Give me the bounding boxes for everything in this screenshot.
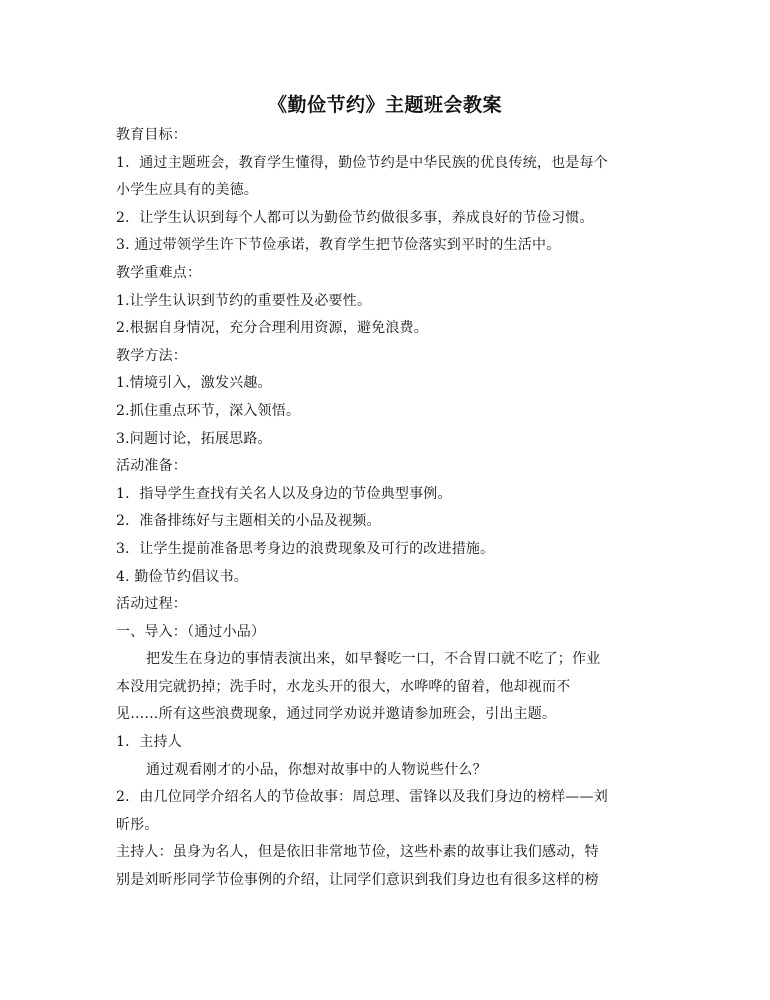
paragraph-line: 小学生应具有的美德。 bbox=[116, 182, 258, 199]
paragraph-line: 见……所有这些浪费现象，通过同学劝说并邀请参加班会，引出主题。 bbox=[116, 706, 557, 723]
paragraph-line: 2.根据自身情况，充分合理利用资源，避免浪费。 bbox=[116, 320, 428, 337]
document-body bbox=[116, 122, 666, 895]
paragraph-line: 3．让学生提前准备思考身边的浪费现象及可行的改进措施。 bbox=[116, 540, 495, 557]
paragraph-line: 别是刘昕彤同学节俭事例的介绍，让同学们意识到我们身边也有很多这样的榜 bbox=[116, 872, 599, 889]
paragraph-line: 一、导入：（通过小品） bbox=[116, 623, 266, 640]
paragraph-line: 1.让学生认识到节约的重要性及必要性。 bbox=[116, 292, 372, 309]
paragraph-line: 主持人：虽身为名人，但是依旧非常地节俭，这些朴素的故事让我们感动，特 bbox=[116, 844, 599, 861]
paragraph-line: 1.情境引入，激发兴趣。 bbox=[116, 375, 272, 392]
paragraph-line: 本没用完就扔掉；洗手时，水龙头开的很大，水哗哗的留着，他却视而不 bbox=[116, 678, 571, 695]
paragraph-line: 通过观看刚才的小品，你想对故事中的人物说些什么？ bbox=[146, 761, 487, 778]
document-title: 《勤俭节约》主题班会教案 bbox=[267, 94, 502, 116]
paragraph-line: 把发生在身边的事情表演出来，如早餐吃一口，不合胃口就不吃了；作业 bbox=[146, 651, 601, 668]
paragraph-line: 1．通过主题班会，教育学生懂得，勤俭节约是中华民族的优良传统，也是每个 bbox=[116, 154, 608, 171]
paragraph-line: 活动过程： bbox=[116, 596, 187, 613]
paragraph-line: 教学重难点： bbox=[116, 264, 202, 281]
paragraph-line: 2．准备排练好与主题相关的小品及视频。 bbox=[116, 513, 381, 530]
paragraph-line: 1．指导学生查找有关名人以及身边的节俭典型事例。 bbox=[116, 485, 452, 502]
paragraph-line: 2.抓住重点环节，深入领悟。 bbox=[116, 402, 301, 419]
paragraph-line: 2．让学生认识到每个人都可以为勤俭节约做很多事，养成良好的节俭习惯。 bbox=[116, 209, 594, 226]
paragraph-line: 教学方法： bbox=[116, 347, 187, 364]
paragraph-line: 活动准备： bbox=[116, 458, 187, 475]
paragraph-line: 昕彤。 bbox=[116, 816, 159, 833]
paragraph-line: 1．主持人 bbox=[116, 734, 182, 751]
paragraph-line: 3.问题讨论，拓展思路。 bbox=[116, 430, 272, 447]
paragraph-line: 教育目标： bbox=[116, 127, 187, 143]
paragraph-line: 2．由几位同学介绍名人的节俭故事：周总理、雷锋以及我们身边的榜样——刘 bbox=[116, 789, 608, 806]
paragraph-line: 3. 通过带领学生许下节俭承诺，教育学生把节俭落实到平时的生活中。 bbox=[116, 237, 561, 254]
paragraph-line: 4. 勤俭节约倡议书。 bbox=[116, 568, 249, 585]
